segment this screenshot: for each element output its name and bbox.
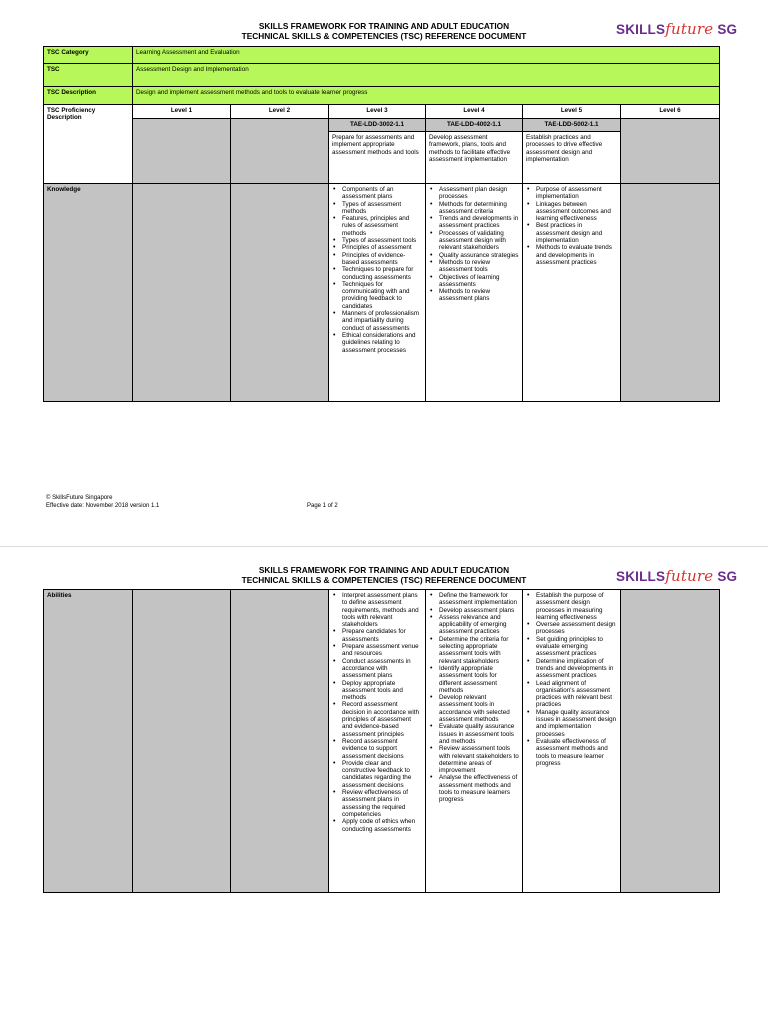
list-item: • Record assessment decision in accordance with principles of assessment and evidence-based assessment principles xyxy=(342,701,422,737)
list-item: • Manners of professionalism and impartiality during conduct of assessments xyxy=(342,310,422,332)
tsc-description-row xyxy=(44,87,720,105)
list-item: • Interpret assessment plans to define assessment requirements, methods and tools with relevant stakeholders xyxy=(342,592,422,628)
tsc-category-value: Learning Assessment and Evaluation xyxy=(133,47,720,64)
list-item: • Principles of assessment xyxy=(342,244,422,251)
tsc-value: Assessment Design and Implementation xyxy=(133,64,720,87)
tsc-proficiency-label: TSC Proficiency Description xyxy=(44,105,133,184)
codes-row xyxy=(44,119,720,132)
abilities-level-3 xyxy=(329,590,426,893)
header-line-1: SKILLS FRAMEWORK FOR TRAINING AND ADULT EDUCATION xyxy=(258,565,510,575)
tsc-category-label: TSC Category xyxy=(44,47,133,64)
level-5-proficiency: Establish practices and processes to drive effective assessment design and implementation xyxy=(523,132,621,184)
level-2-proficiency xyxy=(231,119,329,184)
list-item: • Oversee assessment design processes xyxy=(536,621,617,636)
tsc-row xyxy=(44,64,720,87)
level-2-header: Level 2 xyxy=(231,105,329,119)
list-item: • Prepare candidates for assessments xyxy=(342,628,422,643)
skillsfuture-logo-page-2: SKILLSfuture SG xyxy=(616,567,738,585)
level-3-proficiency: Prepare for assessments and implement appropriate assessment methods and tools xyxy=(329,132,426,184)
abilities-level-4 xyxy=(426,590,523,893)
skillsfuture-logo: SKILLSfuture SG xyxy=(616,20,738,38)
level-6-header: Level 6 xyxy=(621,105,720,119)
list-item: • Techniques to prepare for conducting assessments xyxy=(342,266,422,281)
list-item: • Establish the purpose of assessment design processes in measuring learning effectiveness xyxy=(536,592,617,621)
knowledge-level-3 xyxy=(329,184,426,402)
abilities-list-level-4 xyxy=(429,592,519,804)
level-3-header: Level 3 xyxy=(329,105,426,119)
knowledge-list-level-5 xyxy=(526,186,617,266)
list-item: • Record assessment evidence to support assessment decisions xyxy=(342,738,422,760)
list-item: • Identify appropriate assessment tools for different assessment methods xyxy=(439,665,519,694)
level-4-header: Level 4 xyxy=(426,105,523,119)
level-1-header: Level 1 xyxy=(133,105,231,119)
list-item: • Components of an assessment plans xyxy=(342,186,422,201)
copyright-text: © SkillsFuture Singapore xyxy=(46,495,113,501)
list-item: • Conduct assessments in accordance with assessment plans xyxy=(342,658,422,680)
level-6-proficiency xyxy=(621,119,720,184)
document-page-2 xyxy=(0,546,768,1025)
abilities-list-level-3 xyxy=(332,592,422,833)
header-line-2: TECHNICAL SKILLS & COMPETENCIES (TSC) REFERENCE DOCUMENT xyxy=(241,31,527,41)
list-item: • Develop relevant assessment tools in accordance with selected assessment methods xyxy=(439,694,519,723)
level-4-proficiency: Develop assessment framework, plans, tools and methods to facilitate effective assessment implementation xyxy=(426,132,523,184)
list-item: • Purpose of assessment implementation xyxy=(536,186,617,201)
list-item: • Methods to evaluate trends and developments in assessment practices xyxy=(536,244,617,266)
abilities-level-1 xyxy=(133,590,231,893)
knowledge-row xyxy=(44,184,720,402)
abilities-level-2 xyxy=(231,590,329,893)
list-item: • Assessment plan design processes xyxy=(439,186,519,201)
abilities-level-5 xyxy=(523,590,621,893)
tsc-table-page-2 xyxy=(43,589,720,893)
list-item: • Objectives of learning assessments xyxy=(439,274,519,289)
list-item: • Provide clear and constructive feedback to candidates regarding the assessment decisions xyxy=(342,760,422,789)
tsc-label: TSC xyxy=(44,64,133,87)
abilities-list-level-5 xyxy=(526,592,617,767)
list-item: • Trends and developments in assessment practices xyxy=(439,215,519,230)
level-5-header: Level 5 xyxy=(523,105,621,119)
level-1-proficiency xyxy=(133,119,231,184)
level-5-code: TAE-LDD-5002-1.1 xyxy=(523,119,621,132)
knowledge-level-6 xyxy=(621,184,720,402)
list-item: • Manage quality assurance issues in assessment design and implementation processes xyxy=(536,709,617,738)
list-item: • Develop assessment plans xyxy=(439,607,519,614)
page-number: Page 1 of 2 xyxy=(307,503,338,509)
tsc-table-page-1 xyxy=(43,46,720,402)
list-item: • Methods to review assessment plans xyxy=(439,288,519,303)
list-item: • Set guiding principles to evaluate emerging assessment practices xyxy=(536,636,617,658)
list-item: • Best practices in assessment design and implementation xyxy=(536,222,617,244)
list-item: • Techniques for communicating with and providing feedback to candidates xyxy=(342,281,422,310)
list-item: • Evaluate quality assurance issues in assessment tools and methods xyxy=(439,723,519,745)
list-item: • Types of assessment tools xyxy=(342,237,422,244)
knowledge-label: Knowledge xyxy=(44,184,133,402)
list-item: • Define the framework for assessment implementation xyxy=(439,592,519,607)
list-item: • Prepare assessment venue and resources xyxy=(342,643,422,658)
abilities-row xyxy=(44,590,720,893)
list-item: • Evaluate effectiveness of assessment methods and tools to measure learner progress xyxy=(536,738,617,767)
knowledge-level-2 xyxy=(231,184,329,402)
header-line-2: TECHNICAL SKILLS & COMPETENCIES (TSC) REFERENCE DOCUMENT xyxy=(241,575,527,585)
tsc-category-row xyxy=(44,47,720,64)
list-item: • Ethical considerations and guidelines relating to assessment processes xyxy=(342,332,422,354)
list-item: • Features, principles and rules of assessment methods xyxy=(342,215,422,237)
list-item: • Apply code of ethics when conducting assessments xyxy=(342,818,422,833)
tsc-description-value: Design and implement assessment methods and tools to evaluate learner progress xyxy=(133,87,720,105)
tsc-description-label: TSC Description xyxy=(44,87,133,105)
list-item: • Methods to review assessment tools xyxy=(439,259,519,274)
list-item: • Determine implication of trends and developments in assessment practices xyxy=(536,658,617,680)
abilities-level-6 xyxy=(621,590,720,893)
list-item: • Determine the criteria for selecting appropriate assessment tools with relevant stakeholders xyxy=(439,636,519,665)
abilities-label: Abilities xyxy=(44,590,133,893)
levels-header-row xyxy=(44,105,720,119)
list-item: • Quality assurance strategies xyxy=(439,252,519,259)
list-item: • Lead alignment of organisation's assessment practices with relevant best practices xyxy=(536,680,617,709)
list-item: • Deploy appropriate assessment tools and methods xyxy=(342,680,422,702)
list-item: • Processes of validating assessment design with relevant stakeholders xyxy=(439,230,519,252)
knowledge-list-level-4 xyxy=(429,186,519,303)
list-item: • Methods for determining assessment criteria xyxy=(439,201,519,216)
level-3-code: TAE-LDD-3002-1.1 xyxy=(329,119,426,132)
knowledge-level-1 xyxy=(133,184,231,402)
page-footer xyxy=(46,494,159,510)
list-item: • Types of assessment methods xyxy=(342,201,422,216)
list-item: • Review effectiveness of assessment plans in assessing the required competencies xyxy=(342,789,422,818)
header-line-1: SKILLS FRAMEWORK FOR TRAINING AND ADULT EDUCATION xyxy=(258,21,510,31)
list-item: • Assess relevance and applicability of emerging assessment practices xyxy=(439,614,519,636)
list-item: • Review assessment tools with relevant stakeholders to determine areas of improvement xyxy=(439,745,519,774)
list-item: • Principles of evidence-based assessments xyxy=(342,252,422,267)
knowledge-level-5 xyxy=(523,184,621,402)
list-item: • Analyse the effectiveness of assessment methods and tools to measure learners progress xyxy=(439,774,519,803)
knowledge-list-level-3 xyxy=(332,186,422,354)
effective-date-text: Effective date: November 2018 version 1.1 xyxy=(46,503,160,509)
level-4-code: TAE-LDD-4002-1.1 xyxy=(426,119,523,132)
knowledge-level-4 xyxy=(426,184,523,402)
list-item: • Linkages between assessment outcomes and learning effectiveness xyxy=(536,201,617,223)
